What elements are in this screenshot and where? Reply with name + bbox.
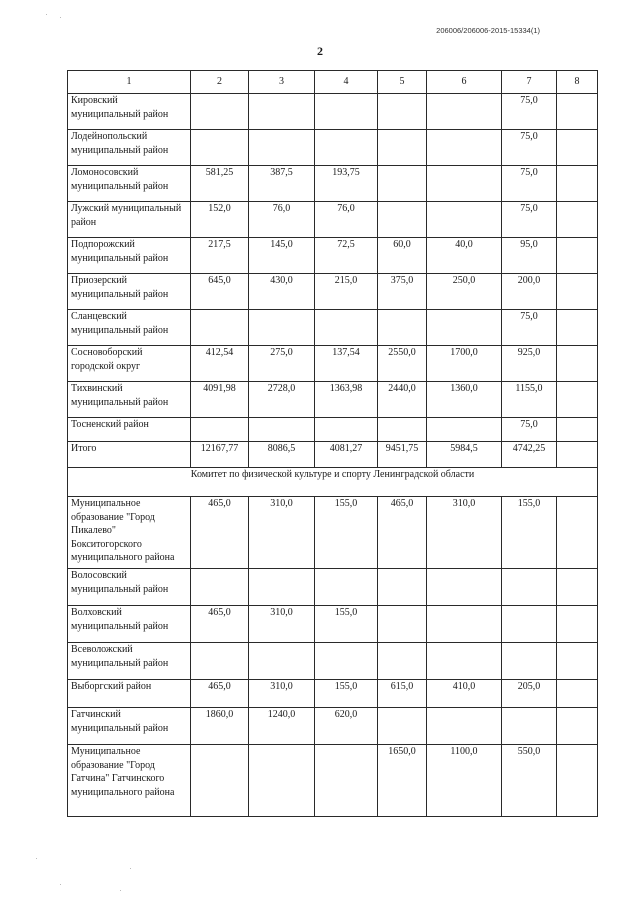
value-cell-c2: 645,0 xyxy=(191,274,249,310)
value-cell-c2 xyxy=(191,745,249,817)
value-cell-c5 xyxy=(378,643,427,680)
table-row xyxy=(68,130,598,166)
district-name: Кировский муниципальный район xyxy=(68,94,191,130)
value-cell-c4: 1363,98 xyxy=(315,382,378,418)
value-cell-c7: 75,0 xyxy=(502,166,557,202)
value-cell-c8 xyxy=(557,130,598,166)
value-cell-c6 xyxy=(427,643,502,680)
column-number-6: 6 xyxy=(427,71,502,94)
table-row xyxy=(68,418,598,442)
value-cell-c6: 5984,5 xyxy=(427,442,502,468)
value-cell-c4: 4081,27 xyxy=(315,442,378,468)
value-cell-c7 xyxy=(502,606,557,643)
district-name: Тосненский район xyxy=(68,418,191,442)
value-cell-c3 xyxy=(249,94,315,130)
column-number-5: 5 xyxy=(378,71,427,94)
value-cell-c3: 76,0 xyxy=(249,202,315,238)
column-number-8: 8 xyxy=(557,71,598,94)
value-cell-c4: 76,0 xyxy=(315,202,378,238)
district-name: Гатчинский муниципальный район xyxy=(68,708,191,745)
table-row xyxy=(68,745,598,817)
value-cell-c8 xyxy=(557,94,598,130)
value-cell-c8 xyxy=(557,442,598,468)
value-cell-c6: 310,0 xyxy=(427,497,502,569)
value-cell-c7 xyxy=(502,569,557,606)
value-cell-c4 xyxy=(315,418,378,442)
value-cell-c6: 1100,0 xyxy=(427,745,502,817)
value-cell-c3: 310,0 xyxy=(249,497,315,569)
column-number-1: 1 xyxy=(68,71,191,94)
district-name: Сосновоборский городской округ xyxy=(68,346,191,382)
value-cell-c5: 375,0 xyxy=(378,274,427,310)
district-name: Волосовский муниципальный район xyxy=(68,569,191,606)
value-cell-c8 xyxy=(557,745,598,817)
value-cell-c8 xyxy=(557,708,598,745)
value-cell-c2: 152,0 xyxy=(191,202,249,238)
value-cell-c2: 465,0 xyxy=(191,680,249,708)
value-cell-c6 xyxy=(427,418,502,442)
district-name: Выборгский район xyxy=(68,680,191,708)
value-cell-c6 xyxy=(427,310,502,346)
district-name: Ломоносовский муниципальный район xyxy=(68,166,191,202)
value-cell-c8 xyxy=(557,497,598,569)
value-cell-c7: 1155,0 xyxy=(502,382,557,418)
value-cell-c5: 9451,75 xyxy=(378,442,427,468)
value-cell-c5 xyxy=(378,606,427,643)
value-cell-c2: 12167,77 xyxy=(191,442,249,468)
section-title: Комитет по физической культуре и спорту Ленинградской области xyxy=(68,468,598,497)
value-cell-c7: 95,0 xyxy=(502,238,557,274)
district-name: Подпорожский муниципальный район xyxy=(68,238,191,274)
value-cell-c2: 4091,98 xyxy=(191,382,249,418)
value-cell-c6 xyxy=(427,130,502,166)
value-cell-c7 xyxy=(502,708,557,745)
value-cell-c3: 275,0 xyxy=(249,346,315,382)
value-cell-c6 xyxy=(427,708,502,745)
value-cell-c3 xyxy=(249,130,315,166)
value-cell-c4: 193,75 xyxy=(315,166,378,202)
column-number-4: 4 xyxy=(315,71,378,94)
value-cell-c5 xyxy=(378,202,427,238)
section-header-row xyxy=(68,468,598,497)
document-id: 206006/206006-2015-15334(1) xyxy=(436,26,540,35)
table-row xyxy=(68,382,598,418)
value-cell-c4: 215,0 xyxy=(315,274,378,310)
value-cell-c7: 75,0 xyxy=(502,130,557,166)
value-cell-c6 xyxy=(427,569,502,606)
value-cell-c8 xyxy=(557,680,598,708)
value-cell-c7: 205,0 xyxy=(502,680,557,708)
value-cell-c8 xyxy=(557,606,598,643)
value-cell-c7: 925,0 xyxy=(502,346,557,382)
value-cell-c2: 217,5 xyxy=(191,238,249,274)
table-row xyxy=(68,202,598,238)
value-cell-c6 xyxy=(427,94,502,130)
district-name: Всеволожский муниципальный район xyxy=(68,643,191,680)
column-number-3: 3 xyxy=(249,71,315,94)
budget-allocation-table xyxy=(67,70,598,817)
value-cell-c5 xyxy=(378,708,427,745)
value-cell-c7: 75,0 xyxy=(502,418,557,442)
district-name: Сланцевский муниципальный район xyxy=(68,310,191,346)
value-cell-c3 xyxy=(249,418,315,442)
value-cell-c5 xyxy=(378,418,427,442)
value-cell-c4: 155,0 xyxy=(315,606,378,643)
table-row xyxy=(68,680,598,708)
value-cell-c3 xyxy=(249,745,315,817)
value-cell-c8 xyxy=(557,346,598,382)
district-name: Лодейнопольский муниципальный район xyxy=(68,130,191,166)
value-cell-c7: 4742,25 xyxy=(502,442,557,468)
value-cell-c3: 1240,0 xyxy=(249,708,315,745)
value-cell-c5: 2440,0 xyxy=(378,382,427,418)
value-cell-c5 xyxy=(378,569,427,606)
table-body xyxy=(68,94,598,817)
value-cell-c2 xyxy=(191,130,249,166)
page-number: 2 xyxy=(317,44,323,58)
value-cell-c8 xyxy=(557,238,598,274)
value-cell-c6: 40,0 xyxy=(427,238,502,274)
value-cell-c5: 465,0 xyxy=(378,497,427,569)
value-cell-c2: 581,25 xyxy=(191,166,249,202)
district-name: Тихвинский муниципальный район xyxy=(68,382,191,418)
value-cell-c4: 155,0 xyxy=(315,497,378,569)
value-cell-c7: 155,0 xyxy=(502,497,557,569)
value-cell-c4: 620,0 xyxy=(315,708,378,745)
column-number-7: 7 xyxy=(502,71,557,94)
value-cell-c5: 1650,0 xyxy=(378,745,427,817)
value-cell-c7: 550,0 xyxy=(502,745,557,817)
value-cell-c7: 75,0 xyxy=(502,94,557,130)
value-cell-c3: 2728,0 xyxy=(249,382,315,418)
value-cell-c4 xyxy=(315,643,378,680)
table-row xyxy=(68,274,598,310)
value-cell-c6 xyxy=(427,606,502,643)
table-row xyxy=(68,442,598,468)
value-cell-c5 xyxy=(378,166,427,202)
district-name: Итого xyxy=(68,442,191,468)
table-row xyxy=(68,708,598,745)
district-name: Лужский муниципальный район xyxy=(68,202,191,238)
value-cell-c7: 200,0 xyxy=(502,274,557,310)
value-cell-c4 xyxy=(315,310,378,346)
value-cell-c7: 75,0 xyxy=(502,202,557,238)
value-cell-c5 xyxy=(378,94,427,130)
value-cell-c5: 2550,0 xyxy=(378,346,427,382)
value-cell-c6: 250,0 xyxy=(427,274,502,310)
value-cell-c5: 615,0 xyxy=(378,680,427,708)
value-cell-c8 xyxy=(557,274,598,310)
value-cell-c2: 412,54 xyxy=(191,346,249,382)
value-cell-c3: 430,0 xyxy=(249,274,315,310)
value-cell-c2 xyxy=(191,643,249,680)
value-cell-c4: 155,0 xyxy=(315,680,378,708)
value-cell-c3: 8086,5 xyxy=(249,442,315,468)
value-cell-c3 xyxy=(249,310,315,346)
table-row xyxy=(68,606,598,643)
value-cell-c4 xyxy=(315,745,378,817)
value-cell-c5 xyxy=(378,310,427,346)
table-row xyxy=(68,346,598,382)
value-cell-c4 xyxy=(315,94,378,130)
value-cell-c2: 465,0 xyxy=(191,497,249,569)
table-row xyxy=(68,94,598,130)
value-cell-c6 xyxy=(427,202,502,238)
value-cell-c3: 310,0 xyxy=(249,606,315,643)
value-cell-c2: 465,0 xyxy=(191,606,249,643)
value-cell-c8 xyxy=(557,382,598,418)
table-row xyxy=(68,310,598,346)
value-cell-c6: 1360,0 xyxy=(427,382,502,418)
value-cell-c8 xyxy=(557,310,598,346)
value-cell-c8 xyxy=(557,643,598,680)
district-name: Муниципальное образование "Город Пикалево" Бокситогорского муниципального района xyxy=(68,497,191,569)
value-cell-c6 xyxy=(427,166,502,202)
value-cell-c8 xyxy=(557,569,598,606)
value-cell-c5: 60,0 xyxy=(378,238,427,274)
value-cell-c6: 1700,0 xyxy=(427,346,502,382)
value-cell-c3: 310,0 xyxy=(249,680,315,708)
value-cell-c3 xyxy=(249,643,315,680)
column-number-2: 2 xyxy=(191,71,249,94)
value-cell-c3: 387,5 xyxy=(249,166,315,202)
table-row xyxy=(68,497,598,569)
value-cell-c2: 1860,0 xyxy=(191,708,249,745)
value-cell-c2 xyxy=(191,94,249,130)
column-number-row xyxy=(68,71,598,94)
value-cell-c3 xyxy=(249,569,315,606)
value-cell-c3: 145,0 xyxy=(249,238,315,274)
value-cell-c4 xyxy=(315,569,378,606)
value-cell-c6: 410,0 xyxy=(427,680,502,708)
district-name: Волховский муниципальный район xyxy=(68,606,191,643)
value-cell-c8 xyxy=(557,418,598,442)
value-cell-c7: 75,0 xyxy=(502,310,557,346)
value-cell-c4: 72,5 xyxy=(315,238,378,274)
district-name: Приозерский муниципальный район xyxy=(68,274,191,310)
table-row xyxy=(68,166,598,202)
table-row xyxy=(68,569,598,606)
value-cell-c2 xyxy=(191,418,249,442)
value-cell-c4 xyxy=(315,130,378,166)
district-name: Муниципальное образование "Город Гатчина" Гатчинского муниципального района xyxy=(68,745,191,817)
table-row xyxy=(68,238,598,274)
table-row xyxy=(68,643,598,680)
value-cell-c5 xyxy=(378,130,427,166)
value-cell-c2 xyxy=(191,569,249,606)
value-cell-c4: 137,54 xyxy=(315,346,378,382)
value-cell-c7 xyxy=(502,643,557,680)
value-cell-c2 xyxy=(191,310,249,346)
value-cell-c8 xyxy=(557,166,598,202)
value-cell-c8 xyxy=(557,202,598,238)
